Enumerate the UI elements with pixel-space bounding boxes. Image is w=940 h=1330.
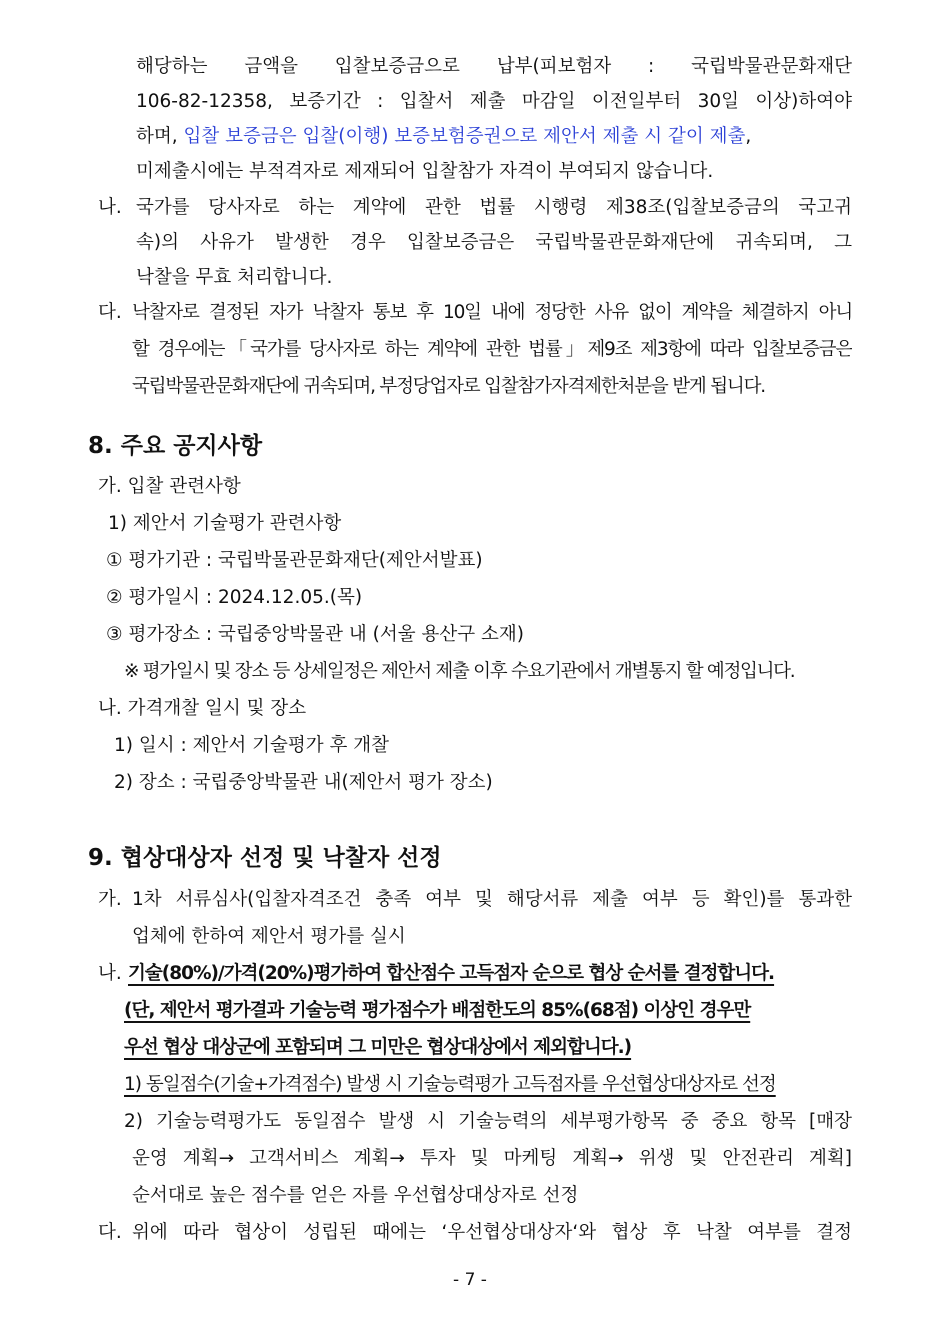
evaluation-schedule-note: ※ 평가일시 및 장소 등 상세일정은 제안서 제출 이후 수요기관에서 개별통지 할 예정입니다.	[124, 661, 795, 682]
guarantee-line-3-prefix: 하며,	[136, 126, 184, 147]
tie-break-rule-2-line-3: 순서대로 높은 점수를 얻은 자를 우선협상대상자로 선정	[132, 1185, 579, 1206]
document-screening-line-1: 1차 서류심사(입찰자격조건 충족 여부 및 해당서류 제출 여부 등 확인)를 통과한	[132, 889, 852, 910]
threshold-rule: (단, 제안서 평가결과 기술능력 평가점수가 배점한도의 85%(68점) 이상인 경우만	[124, 1000, 751, 1021]
document-screening-line-2: 업체에 한하여 제안서 평가를 실시	[132, 926, 406, 947]
section-8-title: 8. 주요 공지사항	[88, 433, 263, 459]
item-na-marker: 나.	[98, 197, 122, 218]
guarantee-paragraph-line-2: 106-82-12358, 보증기간 : 입찰서 제출 마감일 이전일부터 30일 이상)하여야	[136, 91, 852, 112]
proposal-evaluation-heading: 1) 제안서 기술평가 관련사항	[108, 513, 342, 534]
guarantee-line-3-suffix: ,	[745, 126, 752, 147]
opening-time: 1) 일시 : 제안서 기술평가 후 개찰	[114, 735, 389, 756]
section-8-item-na: 나. 가격개찰 일시 및 장소	[98, 698, 307, 719]
section-9-ga-marker: 가.	[98, 889, 122, 910]
forfeit-paragraph-line-3: 낙찰을 무효 처리합니다.	[136, 267, 333, 288]
item-da-marker: 다.	[98, 302, 122, 323]
contract-failure-line-3: 국립박물관문화재단에 귀속되며, 부정당업자로 입찰참가자격제한처분을 받게 됩니다.	[132, 376, 765, 397]
guarantee-paragraph-line-4: 미제출시에는 부적격자로 제재되어 입찰참가 자격이 부여되지 않습니다.	[136, 161, 714, 182]
evaluation-date: ② 평가일시 : 2024.12.05.(목)	[106, 587, 363, 608]
priority-group-rule: 우선 협상 대상군에 포함되며 그 미만은 협상대상에서 제외합니다.)	[124, 1037, 632, 1058]
section-9-na-marker: 나.	[98, 963, 122, 984]
evaluation-venue: ③ 평가장소 : 국립중앙박물관 내 (서울 용산구 소재)	[106, 624, 524, 645]
tie-break-rule-2-line-2: 운영 계획→ 고객서비스 계획→ 투자 및 마케팅 계획→ 위생 및 안전관리 계획]	[132, 1148, 852, 1169]
section-8-item-ga: 가. 입찰 관련사항	[98, 476, 241, 497]
section-9-da-marker: 다.	[98, 1222, 122, 1243]
guarantee-paragraph-line-3	[136, 124, 751, 150]
scoring-ratio-rule: 기술(80%)/가격(20%)평가하여 합산점수 고득점자 순으로 협상 순서를 결정합니다.	[128, 963, 775, 984]
guarantee-bond-highlight: 입찰 보증금은 입찰(이행) 보증보험증권으로 제안서 제출 시 같이 제출	[183, 126, 746, 147]
tie-break-rule-2-line-1: 2) 기술능력평가도 동일점수 발생 시 기술능력의 세부평가항목 중 중요 항목 [매장	[124, 1111, 852, 1132]
forfeit-paragraph-line-1: 국가를 당사자로 하는 계약에 관한 법률 시행령 제38조(입찰보증금의 국고귀	[136, 197, 852, 218]
guarantee-paragraph-line-1: 해당하는 금액을 입찰보증금으로 납부(피보험자 : 국립박물관문화재단	[136, 56, 852, 77]
negotiation-award-line: 위에 따라 협상이 성립된 때에는 ‘우선협상대상자‘와 협상 후 낙찰 여부를 결정	[132, 1222, 852, 1243]
tie-break-rule-1: 1) 동일점수(기술+가격점수) 발생 시 기술능력평가 고득점자를 우선협상대상자로 선정	[124, 1074, 776, 1095]
contract-failure-line-2: 할 경우에는「국가를 당사자로 하는 계약에 관한 법률」제9조 제3항에 따라 입찰보증금은	[132, 339, 852, 360]
contract-failure-line-1: 낙찰자로 결정된 자가 낙찰자 통보 후 10일 내에 정당한 사유 없이 계약을 체결하지 아니	[132, 302, 852, 323]
evaluation-agency: ① 평가기관 : 국립박물관문화재단(제안서발표)	[106, 550, 483, 571]
section-9-title: 9. 협상대상자 선정 및 낙찰자 선정	[88, 845, 442, 871]
opening-place: 2) 장소 : 국립중앙박물관 내(제안서 평가 장소)	[114, 772, 493, 793]
forfeit-paragraph-line-2: 속)의 사유가 발생한 경우 입찰보증금은 국립박물관문화재단에 귀속되며, 그	[136, 232, 852, 253]
page-number: - 7 -	[453, 1270, 487, 1290]
